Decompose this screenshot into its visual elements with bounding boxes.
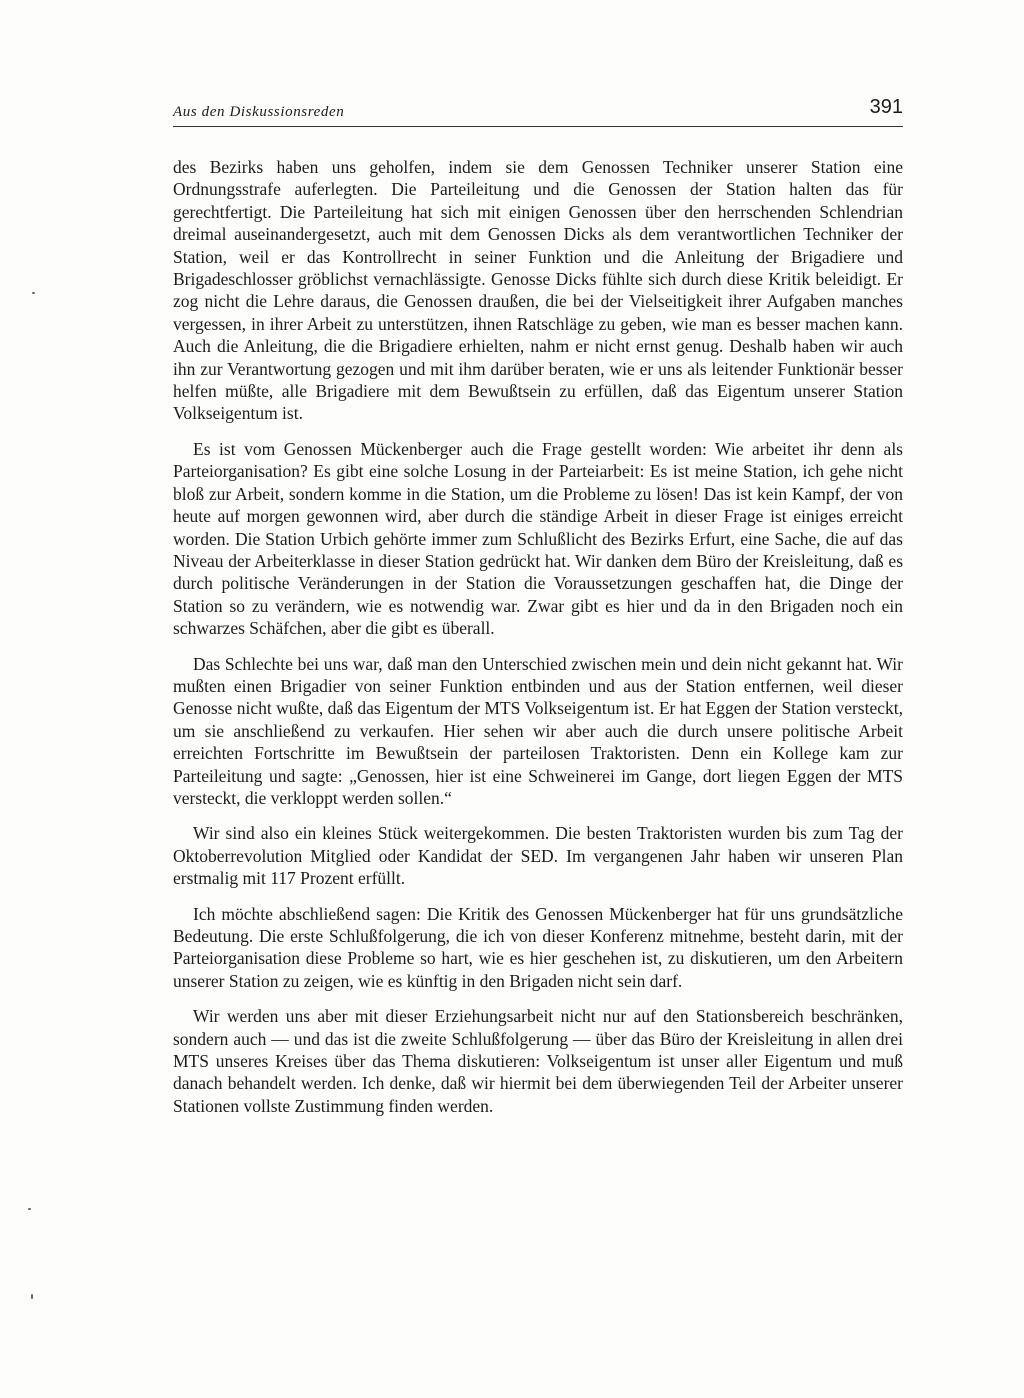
paper-speck <box>28 1208 31 1210</box>
paragraph: Das Schlechte bei uns war, daß man den Unterschied zwischen mein und dein nicht gekannt hat. Wir mußten einen Brigadier von seiner Funktion entbinden und aus der Station entfernen, weil dieser Genosse nicht wußte, daß das Eigentum der MTS Volkseigentum ist. Er hat Eggen der Station versteckt, um sie anschließend zu verkaufen. Hier sehen wir aber auch die durch unsere politische Arbeit erreichten Fortschritte im Bewußtsein der parteilosen Traktoristen. Denn ein Kollege kam zur Parteileitung und sagte: „Genossen, hier ist eine Schweinerei im Gange, dort liegen Eggen der MTS versteckt, die verkloppt werden sollen.“ <box>173 653 903 808</box>
paragraph: Wir sind also ein kleines Stück weitergekommen. Die besten Traktoristen wurden bis zum Tag der Oktoberrevolution Mitglied oder Kandidat der SED. Im vergangenen Jahr haben wir unseren Plan erstmalig mit 117 Prozent erfüllt. <box>173 823 903 889</box>
paragraph: Ich möchte abschließend sagen: Die Kritik des Genossen Mückenberger hat für uns grundsätzliche Bedeutung. Die erste Schlußfolgerung, die ich von dieser Konferenz mitnehme, besteht darin, mit der Parteiorganisation diese Probleme so hart, wie es hier geschehen ist, zu diskutieren, um den Arbeitern unserer Station zu zeigen, wie es künftig in den Brigaden nicht sein darf. <box>173 903 903 991</box>
running-head: Aus den Diskussionsreden <box>173 104 345 120</box>
paper-speck <box>32 292 35 294</box>
paragraph: Es ist vom Genossen Mückenberger auch die Frage gestellt worden: Wie arbeitet ihr denn als Parteiorganisation? Es gibt eine solche Losung in der Parteiarbeit: Es ist meine Station, ich gehe nicht bloß zur Arbeit, sondern komme in die Station, um die Probleme zu lösen! Das ist kein Kampf, der von heute auf morgen gewonnen wird, aber durch die ständige Arbeit in dieser Frage ist einiges erreicht worden. Die Station Urbich gehörte immer zum Schlußlicht des Bezirks Erfurt, eine Sache, die auf das Niveau der Arbeiterklasse in dieser Station gedrückt hat. Wir danken dem Büro der Kreisleitung, daß es durch politische Veränderungen in der Station die Voraussetzungen geschaffen hat, die Dinge der Station so zu verändern, wie es notwendig war. Zwar gibt es hier und da in den Brigaden noch ein schwarzes Schäfchen, aber die gibt es überall. <box>173 438 903 639</box>
page-number: 391 <box>869 96 903 118</box>
paragraph: Wir werden uns aber mit dieser Erziehungsarbeit nicht nur auf den Stationsbereich beschränken, sondern auch — und das ist die zweite Schlußfolgerung — über das Büro der Kreisleitung in allen drei MTS unseres Kreises über das Thema diskutieren: Volkseigentum ist unser aller Eigentum und muß danach behandelt werden. Ich denke, daß wir hiermit bei dem überwiegenden Teil der Arbeiter unserer Stationen vollste Zustimmung finden werden. <box>173 1006 903 1116</box>
page-header <box>173 96 903 130</box>
paper-speck <box>31 1294 33 1299</box>
header-rule <box>173 126 903 127</box>
body-text <box>173 156 903 1130</box>
paragraph: des Bezirks haben uns geholfen, indem sie dem Genossen Techniker unserer Station eine Ordnungsstrafe auferlegten. Die Parteileitung und die Genossen der Station halten das für gerechtfertigt. Die Parteileitung hat sich mit einigen Genossen über den herrschenden Schlendrian dreimal auseinandergesetzt, auch mit dem Genossen Dicks als dem verantwortlichen Techniker der Station, weil er das Kontrollrecht in seiner Funktion und die Anleitung der Brigadiere und Brigadeschlosser gröblichst vernachlässigte. Genosse Dicks fühlte sich durch diese Kritik beleidigt. Er zog nicht die Lehre daraus, die Genossen draußen, die bei der Vielseitigkeit ihrer Aufgaben manches vergessen, in ihrer Arbeit zu unterstützen, ihnen Ratschläge zu geben, wie man es besser machen kann. Auch die Anleitung, die die Brigadiere erhielten, nahm er nicht ernst genug. Deshalb haben wir auch ihn zur Verantwortung gezogen und mit ihm darüber beraten, wie er uns als leitender Funktionär besser helfen müßte, alle Brigadiere mit dem Bewußtsein zu erfüllen, daß das Eigentum unserer Station Volkseigentum ist. <box>173 157 903 424</box>
